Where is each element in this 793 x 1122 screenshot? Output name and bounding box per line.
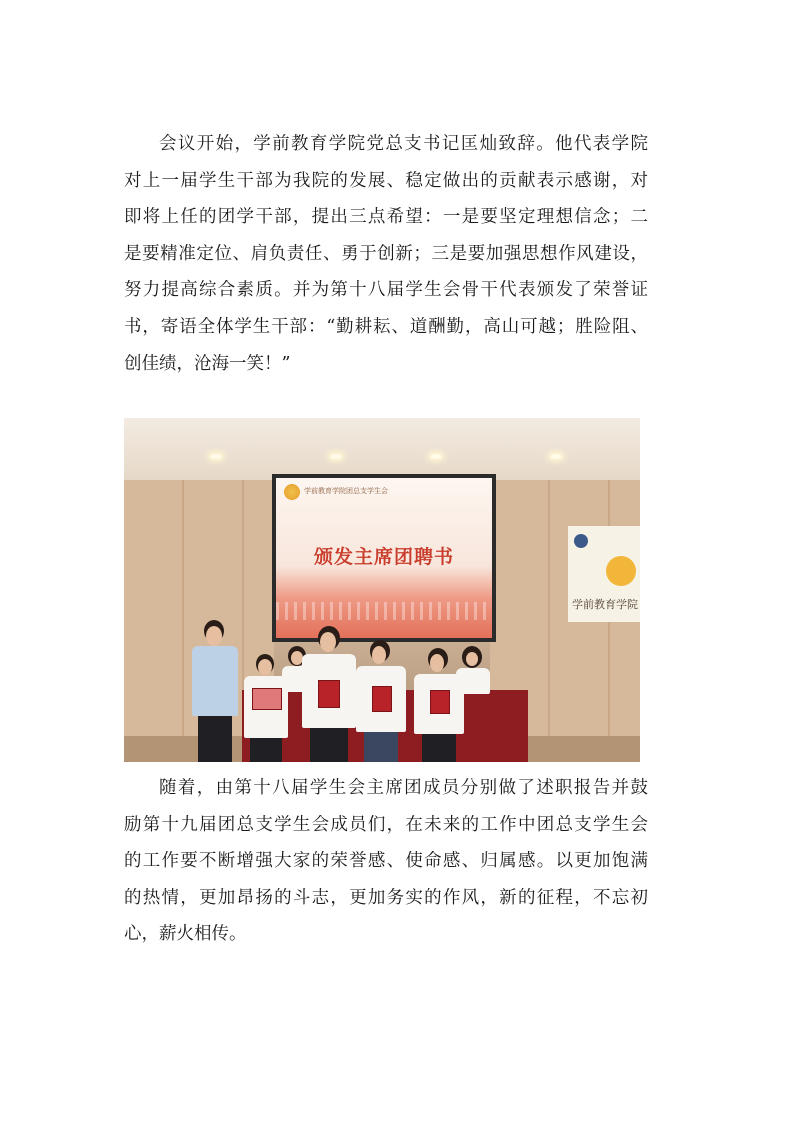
banner-text: 学前教育学院 [572,598,638,611]
screen-subtitle: 学前教育学院团总支学生会 [304,487,388,495]
college-banner [568,526,640,622]
banner-graphic [606,556,636,586]
paragraph-line: 是要精准定位、肩负责任、勇于创新；三是要加强思想作风建设， [124,243,648,264]
ceremony-photo [124,418,640,762]
paragraph-line: 努力提高综合素质。并为第十八届学生会骨干代表颁发了荣誉证 [124,280,648,301]
city-skyline [276,602,492,620]
paragraph-line: 即将上任的团学干部，提出三点希望：一是要坚定理想信念；二 [124,207,648,228]
paragraph-line: 对上一届学生干部为我院的发展、稳定做出的贡献表示感谢，对 [124,170,648,191]
ceiling [124,418,640,480]
paragraph-line: 书，寄语全体学生干部：“勤耕耘、道酬勤，高山可越；胜险阻、 [124,316,648,337]
paragraph-opening-speech [124,126,648,382]
paragraph-line: 的工作要不断增强大家的荣誉感、使命感、归属感。以更加饱满 [124,851,648,872]
paragraph-line: 励第十九届团总支学生会成员们，在未来的工作中团总支学生会 [124,814,648,835]
college-logo-icon [284,484,300,500]
paragraph-line: 会议开始，学前教育学院党总支书记匡灿致辞。他代表学院 [159,134,648,154]
projector-screen [272,474,496,642]
paragraph-line: 心，薪火相传。 [124,924,247,945]
paragraph-closing-report [124,770,648,953]
paragraph-line: 创佳绩，沧海一笑！” [124,353,291,374]
screen-title: 颁发主席团聘书 [313,546,454,568]
school-emblem-icon [574,534,588,548]
paragraph-line: 随着，由第十八届学生会主席团成员分别做了述职报告并鼓 [159,778,648,798]
paragraph-line: 的热情，更加昂扬的斗志，更加务实的作风，新的征程，不忘初 [124,887,648,908]
